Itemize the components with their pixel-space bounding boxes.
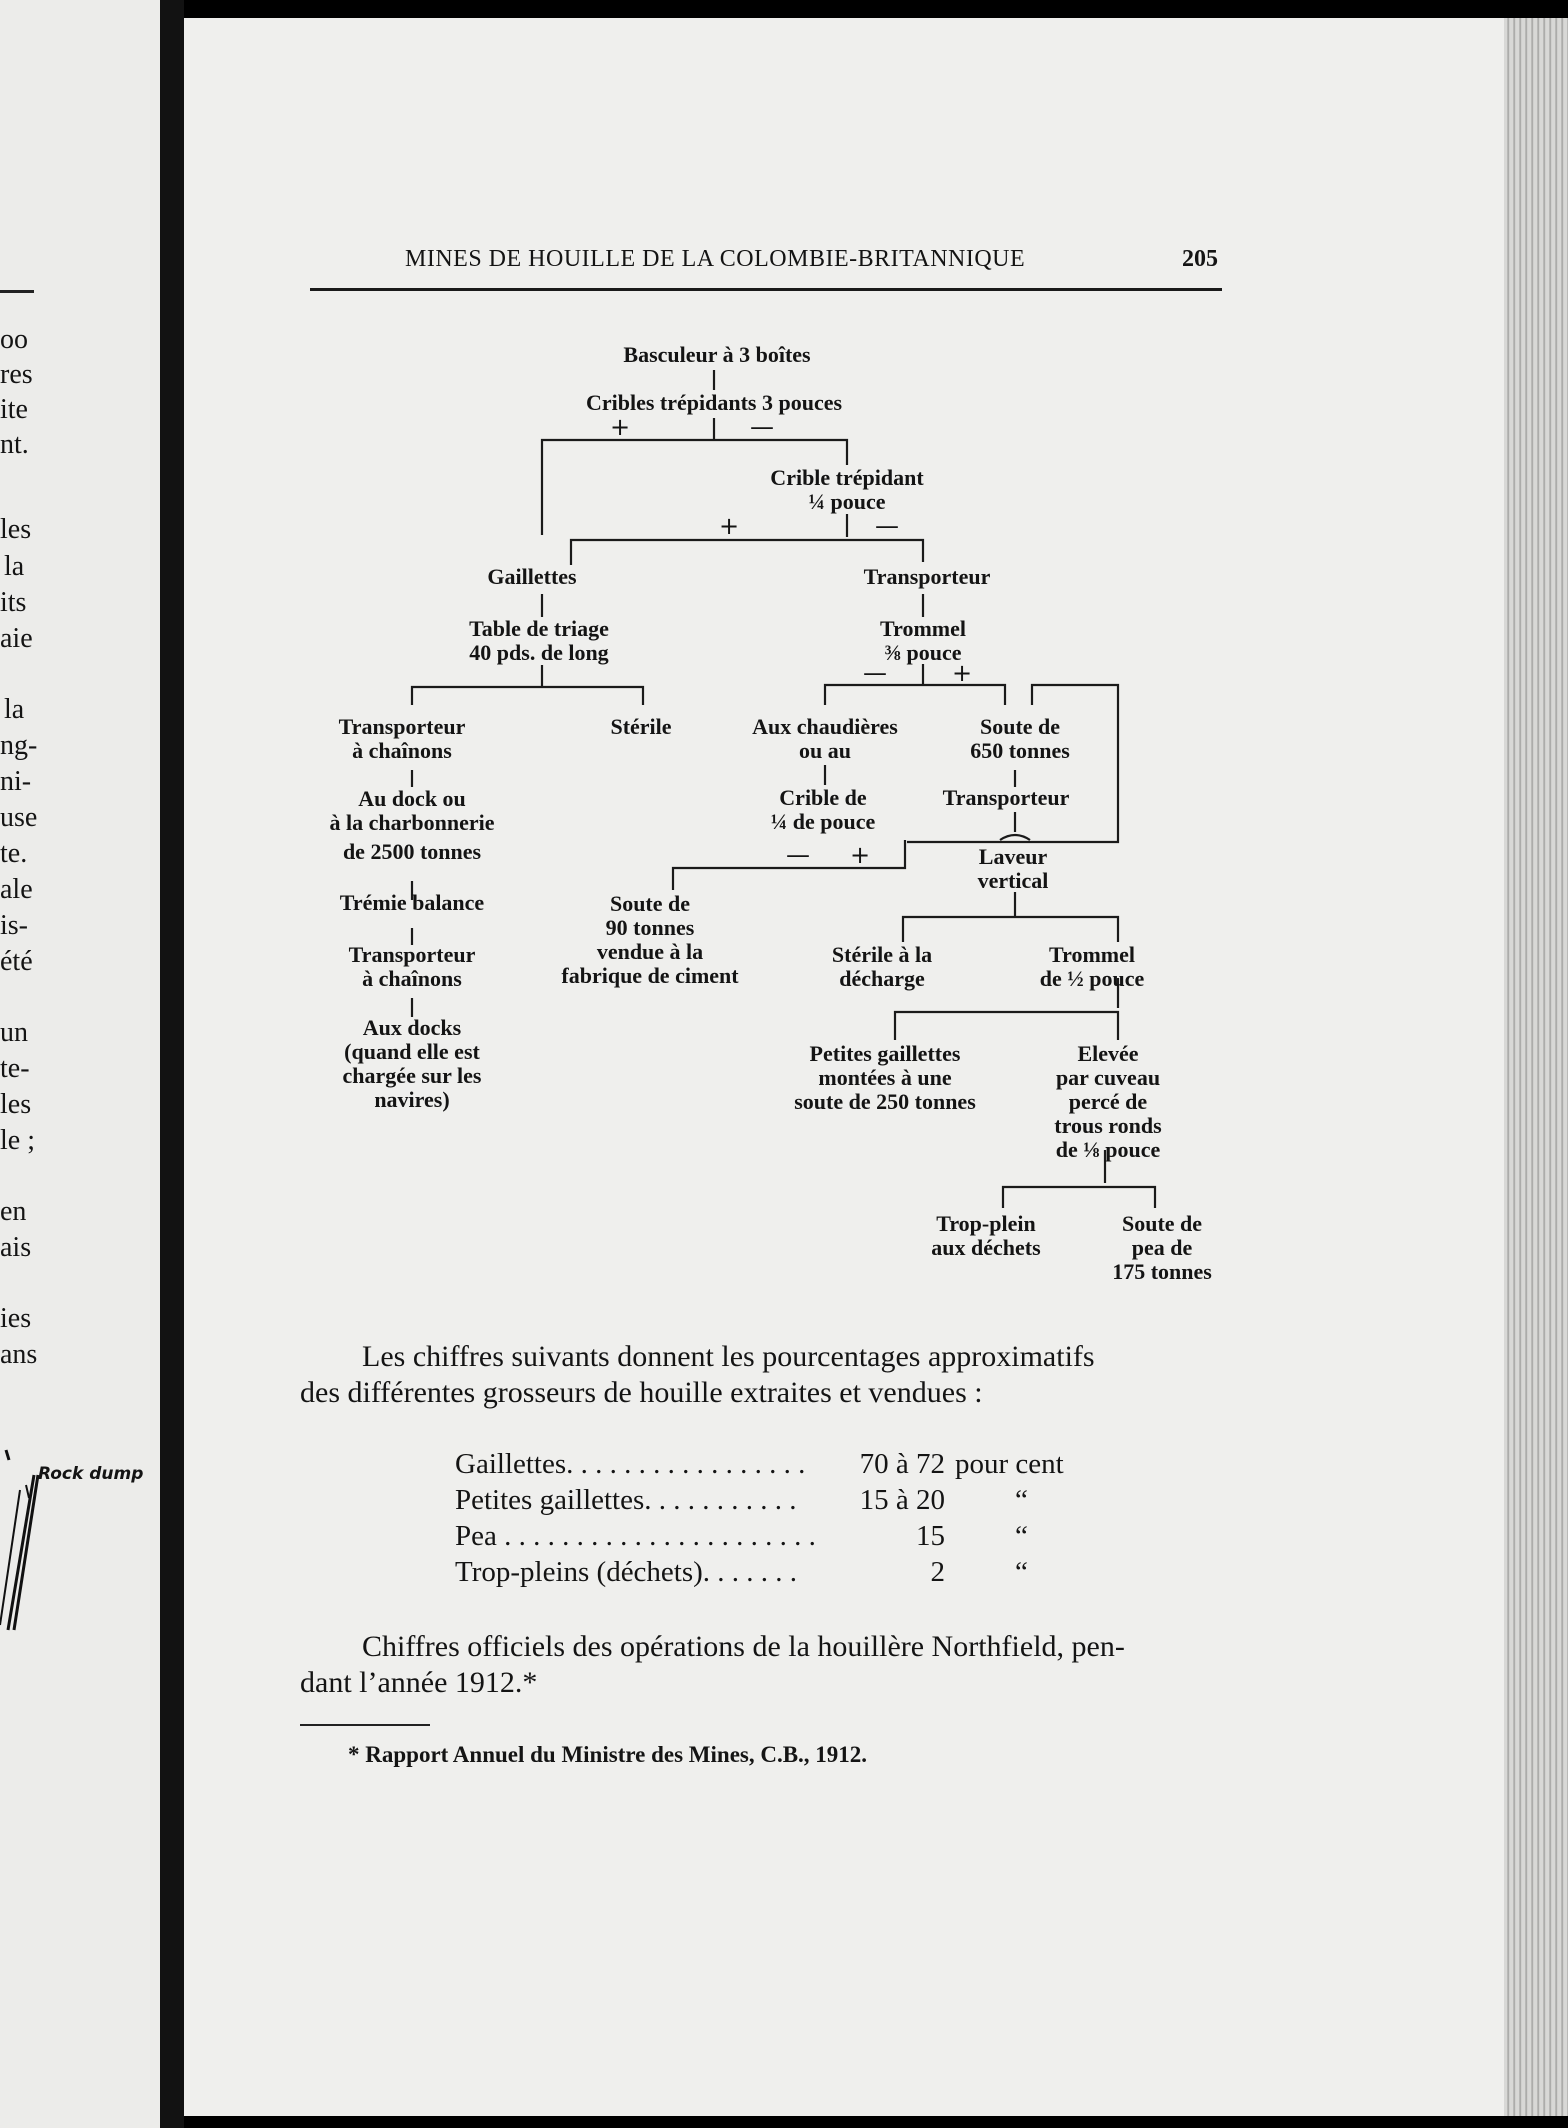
node-label: ¼ pouce [808,489,886,514]
node-label: Basculeur à 3 boîtes [623,342,811,367]
node-label: Trommel [880,616,966,641]
node-elevee [1054,1042,1161,1162]
table-row [455,1446,1155,1482]
node-label: Table de triage [469,616,609,641]
node-label: Petites gaillettes [809,1041,961,1066]
branch-plus-sign: + [849,841,871,869]
facing-page-text: ans [0,1339,38,1370]
node-cribles-trepidants [586,391,842,415]
node-label: à la charbonnerie [329,810,495,835]
facing-page-text: its [0,587,27,618]
node-label: vertical [977,868,1049,893]
node-label: Cribles trépidants 3 pouces [585,390,843,415]
table-row [455,1554,1155,1590]
running-head-title: MINES DE HOUILLE DE LA COLOMBIE-BRITANNIQUE [405,246,1026,272]
node-label: Soute de [979,714,1061,739]
table-row [455,1482,1155,1518]
facing-page-text: is- [0,910,28,941]
node-gaillettes [487,565,576,589]
facing-page-text: te- [0,1053,30,1084]
node-label: navires) [374,1087,450,1112]
node-label: Soute de [1121,1211,1203,1236]
branch-minus-sign: — [875,512,899,540]
node-label: Au dock ou [358,786,466,811]
branch-plus-sign: + [609,413,631,441]
node-label: 650 tonnes [970,738,1070,763]
branch-minus-sign: — [863,659,887,687]
branch-minus-sign: — [750,413,774,441]
node-label: Transporteur [942,785,1070,810]
row-label: Trop-pleins (déchets). . . . . . . [455,1556,798,1588]
node-label: Aux chaudières [752,714,898,739]
node-trommel-huitieme [880,617,966,665]
node-label: Aux docks [362,1015,462,1040]
facing-page-text: ni- [0,766,32,797]
node-label: Stérile à la [831,942,933,967]
paragraph-line: Chiffres officiels des opérations de la houillère Northfield, pen- [362,1630,1125,1663]
node-label: ou au [799,738,851,763]
row-label: Pea . . . . . . . . . . . . . . . . . . . . . . [455,1520,816,1552]
facing-page-text: le ; [0,1125,35,1156]
node-label: ⅜ pouce [884,640,962,665]
node-label: (quand elle est [344,1039,480,1064]
row-label: Gaillettes. . . . . . . . . . . . . . . . . [455,1448,806,1480]
facing-page-text: nt. [0,429,29,460]
facing-page-text: les [0,1089,32,1120]
node-label: pea de [1131,1235,1193,1260]
node-label: Crible trépidant [770,465,924,490]
branch-minus-sign: — [786,841,810,869]
node-label: de ½ pouce [1039,966,1145,991]
paragraph-line: des différentes grosseurs de houille extraites et vendues : [300,1376,983,1409]
row-value: 2 [930,1556,945,1588]
node-label: 90 tonnes [605,915,695,940]
node-label: Trémie balance [339,890,485,915]
branch-plus-sign: + [951,659,973,687]
node-label: Gaillettes [487,564,577,589]
node-label: 175 tonnes [1112,1259,1212,1284]
node-transporteur-chainons-2 [349,943,476,991]
node-label: Trommel [1049,942,1135,967]
row-unit: “ [1015,1484,1028,1516]
node-label: montées à une [818,1065,952,1090]
node-label: vendue à la [596,939,704,964]
facing-page-text: les [0,514,32,545]
node-label: par cuveau [1055,1065,1161,1090]
node-label: aux déchets [931,1235,1041,1260]
row-unit: “ [1015,1556,1028,1588]
branch-plus-sign: + [718,512,740,540]
node-label: soute de 250 tonnes [794,1089,976,1114]
row-unit: “ [1015,1520,1028,1552]
node-sterile [610,715,671,739]
node-label: Stérile [610,714,672,739]
percentage-table [455,1446,1155,1590]
node-label: Transporteur [348,942,476,967]
node-label: Transporteur [863,564,991,589]
facing-page-text: ale [0,874,33,905]
node-label: à chaînons [352,738,452,763]
node-soute-650 [970,715,1070,763]
node-crible-trepidant-quart [770,466,923,514]
row-value: 15 à 20 [859,1484,945,1516]
node-label: à chaînons [362,966,462,991]
page-number: 205 [1182,246,1218,272]
node-label: de 2500 tonnes [342,839,482,864]
row-value: 15 [916,1520,945,1552]
node-label: de ⅛ pouce [1055,1137,1161,1162]
facing-page-text: été [0,946,33,977]
node-label: fabrique de ciment [561,963,739,988]
node-aux-chaudieres [752,715,898,763]
node-table-de-triage [469,617,609,665]
paragraph-line: Les chiffres suivants donnent les pourcentages approximatifs [362,1340,1095,1373]
node-label: Elevée [1077,1041,1139,1066]
node-transporteur-2 [943,786,1070,810]
facing-page-text: la [4,694,25,725]
facing-page-text: aie [0,623,33,654]
facing-page-text: un [0,1017,28,1048]
node-transporteur-chainons [339,715,466,763]
facing-page-text: te. [0,838,28,869]
paragraph-line: dant l’année 1912.* [300,1666,538,1699]
node-aux-docks [343,1016,482,1112]
facing-page-figure-label: Rock dump [38,1464,144,1484]
node-label: chargée sur les [342,1063,482,1088]
node-petites-gaillettes [794,1042,976,1114]
node-sterile-decharge [832,943,932,991]
node-trommel-demi [1040,943,1145,991]
facing-page-text: oo [0,324,28,355]
row-unit: pour cent [955,1448,1064,1480]
node-label: Trop-plein [936,1211,1036,1236]
facing-page-text: la [4,551,25,582]
node-au-dock [330,787,495,864]
node-label: Laveur [978,844,1048,869]
node-label: Crible de [779,785,867,810]
row-value: 70 à 72 [859,1448,945,1480]
node-label: percé de [1068,1089,1148,1114]
node-label: décharge [839,966,925,991]
node-label: 40 pds. de long [469,640,609,665]
node-label: Transporteur [338,714,466,739]
node-tremie-balance [340,891,484,915]
footnote-rule [300,1724,430,1726]
facing-page-text: use [0,802,38,833]
footnote: * Rapport Annuel du Ministre des Mines, C.B., 1912. [348,1742,868,1767]
node-label: Soute de [609,891,691,916]
row-label: Petites gaillettes. . . . . . . . . . . [455,1484,797,1516]
node-soute-pea [1112,1212,1212,1284]
node-trop-plein [931,1212,1040,1260]
facing-page-text: ng- [0,730,38,761]
facing-page-text: en [0,1196,27,1227]
node-soute-90 [561,892,738,988]
node-transporteur-1 [864,565,991,589]
facing-page-text: ies [0,1303,32,1334]
node-label: ¼ de pouce [770,809,876,834]
facing-page-text: ais [0,1232,32,1263]
facing-page-text: res [0,359,33,390]
facing-page-text: ite [0,394,28,425]
node-label: trous ronds [1054,1113,1162,1138]
node-crible-quart-pouce [771,786,876,834]
node-laveur-vertical [978,845,1049,893]
node-basculeur [623,343,810,367]
table-row [455,1518,1155,1554]
